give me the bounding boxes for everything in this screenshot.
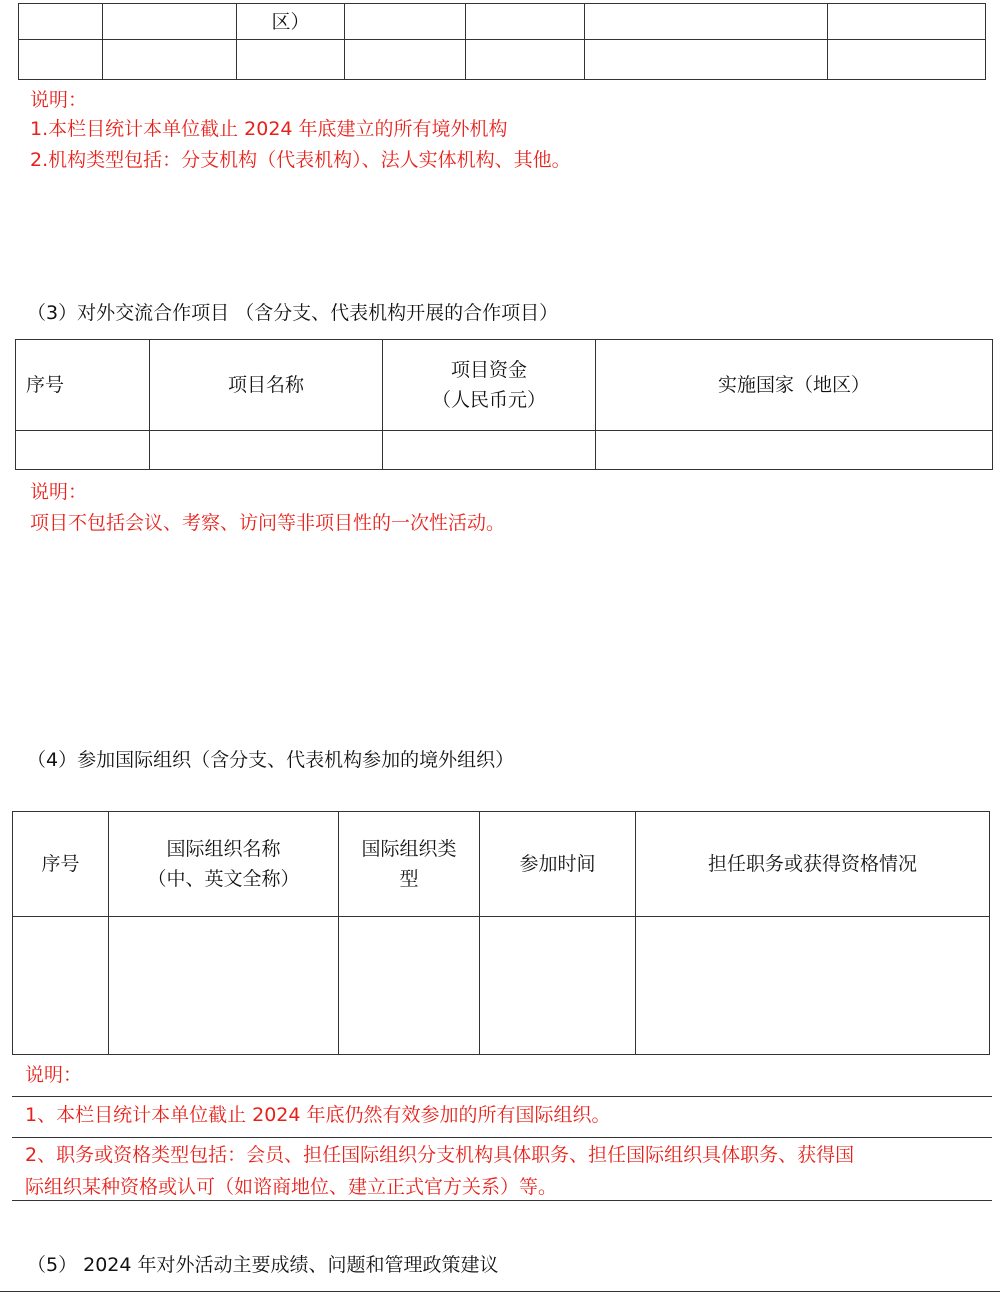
column-header (109, 812, 339, 917)
note-line: 1.本栏目统计本单位截止 2024 年底建立的所有境外机构 (30, 118, 508, 140)
column-header-line: （人民币元） (431, 389, 546, 411)
note-line: 项目不包括会议、考察、访问等非项目性的一次性活动。 (30, 512, 506, 534)
table-row (19, 4, 986, 40)
international-organizations-table (12, 811, 990, 1055)
table-row (19, 40, 986, 80)
table-cell (585, 4, 828, 40)
note-line: 际组织某种资格或认可（如谘商地位、建立正式官方关系）等。 (25, 1176, 558, 1198)
divider (12, 1137, 992, 1138)
table-cell (466, 40, 585, 80)
section-title: （5） 2024 年对外活动主要成绩、问题和管理政策建议 (27, 1254, 499, 1276)
table-cell (383, 431, 596, 470)
note-line: 2、职务或资格类型包括：会员、担任国际组织分支机构具体职务、担任国际组织具体职务、获得国 (25, 1144, 855, 1166)
table-cell (237, 40, 345, 80)
note-title: 说明： (30, 481, 88, 503)
table-cell (466, 4, 585, 40)
table-cell (596, 431, 993, 470)
table-cell (636, 917, 990, 1055)
table-cell (828, 40, 986, 80)
cooperation-projects-table (15, 339, 993, 470)
column-header-line: 国际组织类 (361, 838, 457, 860)
table-cell (103, 40, 237, 80)
table-cell (828, 4, 986, 40)
column-header: 担任职务或获得资格情况 (636, 812, 990, 917)
divider (12, 1096, 992, 1097)
column-header: 项目名称 (150, 340, 383, 431)
note-title: 说明： (30, 89, 88, 111)
column-header-line: 型 (399, 868, 419, 890)
table-cell (16, 431, 150, 470)
column-header: 序号 (13, 812, 109, 917)
table-cell (103, 4, 237, 40)
column-header (339, 812, 480, 917)
table-cell (109, 917, 339, 1055)
table-cell: 区） (237, 4, 345, 40)
note-line: 2.机构类型包括：分支机构（代表机构）、法人实体机构、其他。 (30, 149, 571, 171)
divider (12, 1200, 992, 1201)
table-cell (345, 40, 466, 80)
table-cell (19, 40, 103, 80)
table-cell (19, 4, 103, 40)
section-title: （4）参加国际组织（含分支、代表机构参加的境外组织） (27, 749, 515, 771)
table-cell (13, 917, 109, 1055)
section-title: （3）对外交流合作项目 （含分支、代表机构开展的合作项目） (27, 302, 559, 324)
table-header-row (13, 812, 990, 917)
column-header: 实施国家（地区） (596, 340, 993, 431)
table-header-row (16, 340, 993, 431)
table-row (13, 917, 990, 1055)
note-title: 说明： (25, 1064, 83, 1086)
divider (0, 1291, 1000, 1292)
overseas-institutions-table (18, 3, 986, 80)
column-header-line: （中、英文全称） (147, 868, 300, 890)
note-line: 1、本栏目统计本单位截止 2024 年底仍然有效参加的所有国际组织。 (25, 1104, 611, 1126)
table-cell (345, 4, 466, 40)
table-cell (150, 431, 383, 470)
column-header: 参加时间 (480, 812, 636, 917)
table-cell (585, 40, 828, 80)
table-cell (480, 917, 636, 1055)
column-header (383, 340, 596, 431)
table-row (16, 431, 993, 470)
column-header: 序号 (16, 340, 150, 431)
column-header-line: 国际组织名称 (166, 838, 281, 860)
table-cell (339, 917, 480, 1055)
column-header-line: 项目资金 (450, 359, 527, 381)
